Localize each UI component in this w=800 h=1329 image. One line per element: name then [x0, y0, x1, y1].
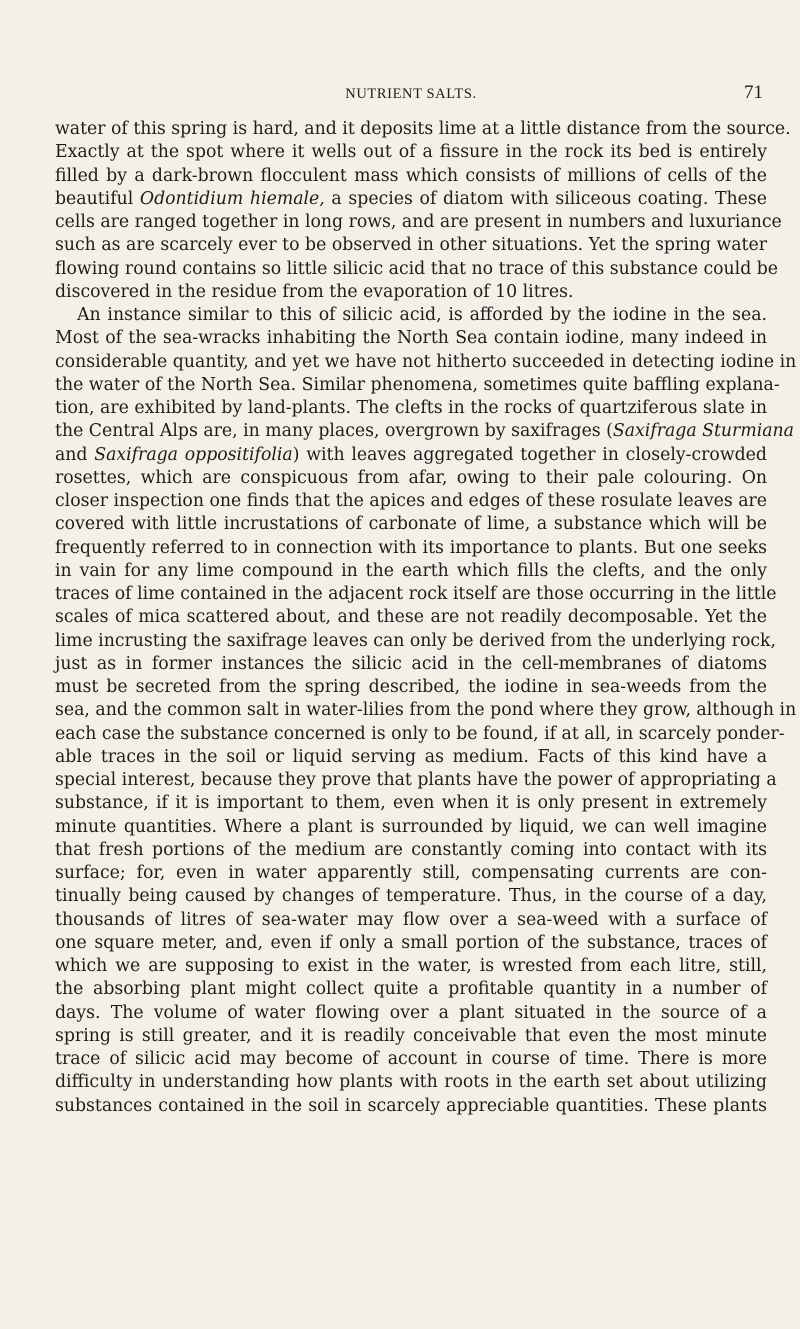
text-line: discovered in the residue from the evaporation of 10 litres. — [55, 281, 574, 302]
text-line: difficulty in understanding how plants with roots in the earth set about utilizing — [55, 1072, 767, 1093]
text-line: water of this spring is hard, and it deposits lime at a little distance from the source. — [55, 119, 791, 139]
running-head — [55, 82, 767, 110]
text-line: spring is still greater, and it is readily conceivable that even the most minute — [55, 1025, 767, 1046]
text-line: the Central Alps are, in many places, overgrown by saxifrages (Saxifraga Sturmiana — [55, 421, 794, 442]
text-line: substances contained in the soil in scarcely appreciable quantities. These plants — [55, 1095, 767, 1116]
text-line: able traces in the soil or liquid serving as medium. Facts of this kind have a — [55, 746, 767, 767]
text-line: frequently referred to in connection with its importance to plants. But one seeks — [55, 537, 767, 558]
text-line: flowing round contains so little silicic acid that no trace of this substance could be — [55, 258, 779, 279]
text-line: closer inspection one finds that the apices and edges of these rosulate leaves are — [55, 491, 768, 511]
text-line: surface; for, even in water apparently still, compensating currents are con- — [55, 863, 767, 883]
text-line: such as are scarcely ever to be observed in other situations. Yet the spring water — [55, 235, 767, 256]
text-line: lime incrusting the saxifrage leaves can only be derived from the underlying rock, — [55, 630, 776, 651]
text-line: scales of mica scattered about, and these are not readily decomposable. Yet the — [55, 607, 767, 628]
text-line: special interest, because they prove that plants have the power of appropriating a — [55, 770, 777, 790]
text-line: which we are supposing to exist in the water, is wrested from each litre, still, — [55, 956, 767, 976]
text-line: the water of the North Sea. Similar phenomena, sometimes quite baffling explana- — [55, 374, 780, 395]
text-line: tinually being caused by changes of temperature. Thus, in the course of a day, — [55, 886, 767, 907]
text-line: the absorbing plant might collect quite a profitable quantity in a number of — [55, 979, 767, 1000]
text-line: beautiful Odontidium hiemale, a species of diatom with siliceous coating. These — [55, 188, 767, 209]
text-line: sea, and the common salt in water-lilies from the pond where they grow, although in — [55, 700, 797, 721]
text-line: covered with little incrustations of carbonate of lime, a substance which will be — [55, 514, 767, 535]
text-line: trace of silicic acid may become of account in course of time. There is more — [55, 1049, 767, 1069]
text-line: thousands of litres of sea-water may flow over a sea-weed with a surface of — [55, 909, 767, 930]
text-line: in vain for any lime compound in the earth which fills the clefts, and the only — [55, 560, 767, 581]
text-line: Exactly at the spot where it wells out of a fissure in the rock its bed is entirely — [55, 142, 767, 163]
italic-term: Saxifraga Sturmiana — [612, 421, 794, 442]
text-line: An instance similar to this of silicic acid, is afforded by the iodine in the sea. — [77, 305, 767, 325]
text-line: must be secreted from the spring described, the iodine in sea-weeds from the — [55, 677, 767, 697]
text-line: one square meter, and, even if only a small portion of the substance, traces of — [55, 932, 767, 953]
text-line: rosettes, which are conspicuous from afar, owing to their pale colouring. On — [55, 467, 767, 488]
text-line: tion, are exhibited by land-plants. The clefts in the rocks of quartziferous slate in — [55, 398, 767, 418]
body-text — [55, 118, 797, 1118]
page-number: 71 — [744, 82, 763, 103]
text-line: filled by a dark-brown flocculent mass which consists of millions of cells of the — [55, 165, 767, 186]
text-line: substance, if it is important to them, even when it is only present in extremely — [55, 793, 767, 814]
italic-term: Saxifraga oppositifolia — [94, 444, 293, 465]
running-title: NUTRIENT SALTS. — [345, 86, 477, 102]
text-line: just as in former instances the silicic acid in the cell-membranes of diatoms — [55, 653, 767, 674]
italic-term: Odontidium hiemale, — [139, 188, 325, 209]
text-line: minute quantities. Where a plant is surrounded by liquid, we can well imagine — [55, 816, 767, 837]
text-line: cells are ranged together in long rows, and are present in numbers and luxuriance — [55, 212, 782, 232]
text-line: traces of lime contained in the adjacent rock itself are those occurring in the little — [55, 584, 777, 604]
text-line: and Saxifraga oppositifolia) with leaves aggregated together in closely-crowded — [55, 444, 767, 465]
text-line: that fresh portions of the medium are constantly coming into contact with its — [55, 839, 767, 860]
text-line: considerable quantity, and yet we have not hitherto succeeded in detecting iodine in — [55, 351, 797, 372]
text-line: Most of the sea-wracks inhabiting the North Sea contain iodine, many indeed in — [55, 328, 767, 349]
text-line: days. The volume of water flowing over a plant situated in the source of a — [55, 1002, 767, 1023]
text-line: each case the substance concerned is only to be found, if at all, in scarcely ponder- — [55, 723, 785, 744]
